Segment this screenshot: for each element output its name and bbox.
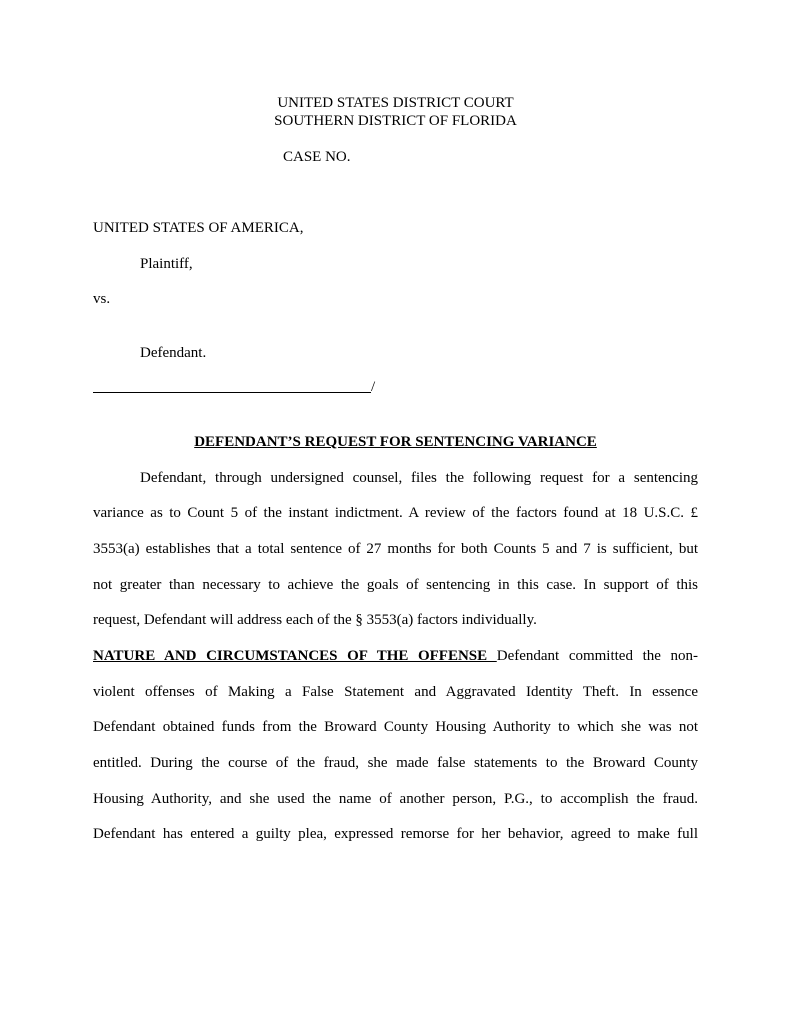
paragraph-line: Defendant obtained funds from the Broward County Housing Authority to which she was not [93,719,698,735]
paragraph-line: request, Defendant will address each of the § 3553(a) factors individually. [93,612,537,628]
paragraph-line: Defendant, through undersigned counsel, files the following request for a sentencing [140,470,698,486]
paragraph-line: 3553(a) establishes that a total sentence of 27 months for both Counts 5 and 7 is sufficient, but [93,541,698,557]
paragraph-line: not greater than necessary to achieve the goals of sentencing in this case. In support of this [93,577,698,593]
plaintiff-role: Plaintiff, [140,256,193,272]
defendant-role: Defendant. [140,345,207,361]
versus-label: vs. [93,291,111,307]
case-number-label: CASE NO. [283,149,351,165]
caption-signature-line [93,392,371,393]
court-name: UNITED STATES DISTRICT COURT [277,95,514,111]
document-title: DEFENDANT’S REQUEST FOR SENTENCING VARIANCE [194,434,597,450]
caption-slash: / [371,379,376,395]
district-name: SOUTHERN DISTRICT OF FLORIDA [274,113,517,129]
paragraph-line: violent offenses of Making a False Statement and Aggravated Identity Theft. In essence [93,684,698,700]
paragraph-line [93,647,698,665]
paragraph-line-rest: Defendant committed the non- [496,648,698,664]
plaintiff-name: UNITED STATES OF AMERICA, [93,220,304,236]
paragraph-line: entitled. During the course of the fraud, she made false statements to the Broward County [93,755,698,771]
section-heading: NATURE AND CIRCUMSTANCES OF THE OFFENSE [93,648,497,664]
paragraph-line: variance as to Count 5 of the instant indictment. A review of the factors found at 18 U.S.C. £ [93,505,698,521]
paragraph-line: Housing Authority, and she used the name of another person, P.G., to accomplish the fraud. [93,791,698,807]
paragraph-line: Defendant has entered a guilty plea, expressed remorse for her behavior, agreed to make full [93,826,698,842]
